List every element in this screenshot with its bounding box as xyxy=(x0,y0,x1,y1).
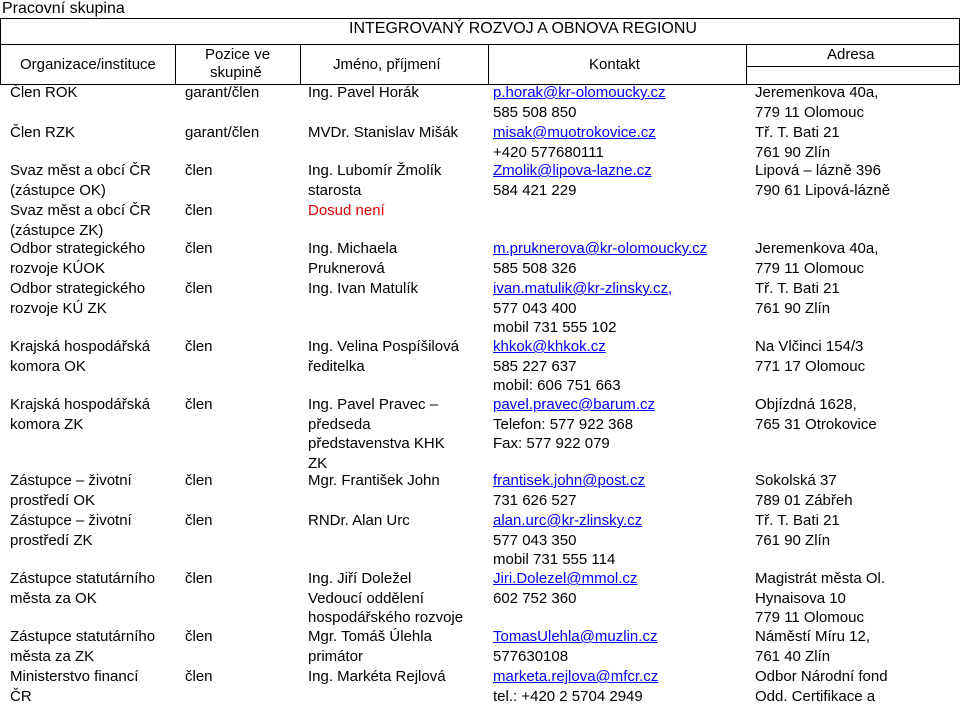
address-line: 789 01 Zábřeh xyxy=(755,491,853,509)
phone-text: 585 227 637 xyxy=(493,357,577,375)
address-line: 761 90 Zlín xyxy=(755,531,831,549)
person-name: Vedoucí oddělení xyxy=(308,589,424,607)
address-line: 761 90 Zlín xyxy=(755,143,831,161)
org-name: Zástupce – životní xyxy=(10,512,132,529)
phone-text: 577630108 xyxy=(493,647,569,665)
position: člen xyxy=(185,628,213,645)
email-link[interactable]: alan.urc@kr-zlinsky.cz xyxy=(493,512,643,529)
address-line: Sokolská 37 xyxy=(755,472,837,489)
phone-text: mobil: 606 751 663 xyxy=(493,377,621,394)
position: garant/člen xyxy=(185,124,260,141)
address-line: Odbor Národní fond xyxy=(755,668,888,685)
position: člen xyxy=(185,472,213,489)
address-line: Tř. T. Bati 21 xyxy=(755,280,840,297)
phone-text: mobil 731 555 114 xyxy=(493,551,616,568)
person-name: MVDr. Stanislav Mišák xyxy=(308,124,459,141)
phone-text: tel.: +420 2 5704 2949 xyxy=(493,687,643,705)
position: člen xyxy=(185,668,213,685)
address-line: 779 11 Olomouc xyxy=(755,103,864,121)
column-divider xyxy=(0,18,1,84)
column-divider xyxy=(300,44,301,84)
person-name: Mgr. František John xyxy=(308,472,440,489)
person-name: Ing. Jiří Doležel xyxy=(308,570,412,587)
person-name: RNDr. Alan Urc xyxy=(308,512,410,529)
org-name: města za OK xyxy=(10,589,97,607)
address-line: 779 11 Olomouc xyxy=(755,259,864,277)
column-divider xyxy=(488,44,489,84)
person-name: Ing. Ivan Matulík xyxy=(308,280,419,297)
person-name: hospodářského rozvoje xyxy=(308,609,464,626)
email-link[interactable]: pavel.pravec@barum.cz xyxy=(493,396,655,413)
email-link[interactable]: marketa.rejlova@mfcr.cz xyxy=(493,668,659,685)
address-line: Jeremenkova 40a, xyxy=(755,240,879,257)
address-line: 761 40 Zlín xyxy=(755,647,831,665)
position: člen xyxy=(185,202,213,219)
org-name: Svaz měst a obcí ČR xyxy=(10,202,151,219)
org-name: Člen ROK xyxy=(10,84,78,101)
email-link[interactable]: frantisek.john@post.cz xyxy=(493,472,645,489)
person-name: starosta xyxy=(308,181,362,199)
address-line: 765 31 Otrokovice xyxy=(755,415,877,433)
person-name: Mgr. Tomáš Úlehla xyxy=(308,628,432,645)
person-name: Ing. Markéta Rejlová xyxy=(308,668,446,685)
page-title: Pracovní skupina xyxy=(2,0,125,17)
org-name: komora OK xyxy=(10,357,86,375)
position: člen xyxy=(185,240,213,257)
org-name: rozvoje KÚOK xyxy=(10,259,106,277)
address-line: Na Vlčinci 154/3 xyxy=(755,338,864,355)
phone-text: 585 508 850 xyxy=(493,103,577,121)
address-line: 790 61 Lipová-lázně xyxy=(755,181,891,199)
header-position-line1: Pozice ve xyxy=(205,46,271,63)
address-line: Náměstí Míru 12, xyxy=(755,628,871,645)
position: člen xyxy=(185,512,213,529)
address-line: 761 90 Zlín xyxy=(755,299,831,317)
org-name: rozvoje KÚ ZK xyxy=(10,299,107,317)
row-divider xyxy=(0,44,960,45)
position: člen xyxy=(185,280,213,297)
position: člen xyxy=(185,338,213,355)
phone-text: 602 752 360 xyxy=(493,589,577,607)
table-title: INTEGROVANÝ ROZVOJ A OBNOVA REGIONU xyxy=(349,20,697,37)
address-line: Objízdná 1628, xyxy=(755,396,857,413)
person-name: Ing. Velina Pospíšilová xyxy=(308,338,459,355)
person-name: předseda xyxy=(308,415,371,433)
org-name: (zástupce ZK) xyxy=(10,221,104,239)
column-divider xyxy=(175,44,176,84)
header-address: Adresa xyxy=(827,46,875,63)
position: garant/člen xyxy=(185,84,260,101)
org-name: prostředí ZK xyxy=(10,531,93,549)
person-name: Dosud není xyxy=(308,202,385,219)
header-organization: Organizace/instituce xyxy=(20,56,156,73)
phone-text: Fax: 577 922 079 xyxy=(493,435,610,452)
address-line: Odd. Certifikace a xyxy=(755,687,876,705)
email-link[interactable]: TomasUlehla@muzlin.cz xyxy=(493,628,658,645)
header-name: Jméno, příjmení xyxy=(333,56,441,73)
email-link[interactable]: Zmolik@lipova-lazne.cz xyxy=(493,162,652,179)
email-link[interactable]: p.horak@kr-olomoucky.cz xyxy=(493,84,666,101)
org-name: Krajská hospodářská xyxy=(10,338,151,355)
column-divider xyxy=(746,44,747,84)
phone-text: 584 421 229 xyxy=(493,181,577,199)
position: člen xyxy=(185,396,213,413)
person-name: Ing. Pavel Pravec – xyxy=(308,396,439,413)
org-name: Zástupce statutárního xyxy=(10,570,156,587)
org-name: Krajská hospodářská xyxy=(10,396,151,413)
person-name: Pruknerová xyxy=(308,259,385,277)
row-divider xyxy=(0,18,960,19)
person-name: Ing. Pavel Horák xyxy=(308,84,419,101)
address-line: 771 17 Olomouc xyxy=(755,357,866,375)
phone-text: 731 626 527 xyxy=(493,491,577,509)
org-name: města za ZK xyxy=(10,647,95,665)
address-line: 779 11 Olomouc xyxy=(755,609,864,626)
org-name: Ministerstvo financí xyxy=(10,668,139,685)
position: člen xyxy=(185,162,213,179)
org-name: ČR xyxy=(10,687,32,705)
email-link[interactable]: Jiri.Dolezel@mmol.cz xyxy=(493,570,638,587)
email-link[interactable]: misak@muotrokovice.cz xyxy=(493,124,656,141)
phone-text: 585 508 326 xyxy=(493,259,577,277)
person-name: ředitelka xyxy=(308,357,365,375)
address-line: Tř. T. Bati 21 xyxy=(755,124,840,141)
phone-text: Telefon: 577 922 368 xyxy=(493,415,634,433)
address-line: Lipová – lázně 396 xyxy=(755,162,881,179)
header-contact: Kontakt xyxy=(589,56,640,73)
person-name: Ing. Michaela xyxy=(308,240,398,257)
email-link[interactable]: m.pruknerova@kr-olomoucky.cz xyxy=(493,240,708,257)
person-name: představenstva KHK xyxy=(308,435,445,452)
org-name: Odbor strategického xyxy=(10,240,146,257)
header-position-line2: skupině xyxy=(210,64,262,81)
org-name: Zástupce – životní xyxy=(10,472,132,489)
org-name: (zástupce OK) xyxy=(10,181,106,199)
email-link[interactable]: khkok@khkok.cz xyxy=(493,338,606,355)
address-line: Magistrát města Ol. xyxy=(755,570,886,587)
address-line: Jeremenkova 40a, xyxy=(755,84,879,101)
position: člen xyxy=(185,570,213,587)
org-name: komora ZK xyxy=(10,415,84,433)
address-line: Tř. T. Bati 21 xyxy=(755,512,840,529)
org-name: Svaz měst a obcí ČR xyxy=(10,162,151,179)
org-name: Odbor strategického xyxy=(10,280,146,297)
email-link[interactable]: ivan.matulik@kr-zlinsky.cz, xyxy=(493,280,673,297)
phone-text: 577 043 350 xyxy=(493,531,577,549)
org-name: Člen RZK xyxy=(10,124,76,141)
org-name: Zástupce statutárního xyxy=(10,628,156,645)
phone-text: mobil 731 555 102 xyxy=(493,319,617,336)
address-line: Hynaisova 10 xyxy=(755,589,846,607)
row-divider xyxy=(746,66,959,67)
org-name: prostředí OK xyxy=(10,491,96,509)
person-name: primátor xyxy=(308,647,364,665)
person-name: Ing. Lubomír Žmolík xyxy=(308,162,442,179)
phone-text: +420 577680111 xyxy=(493,143,604,161)
phone-text: 577 043 400 xyxy=(493,299,577,317)
person-name: ZK xyxy=(308,454,328,472)
